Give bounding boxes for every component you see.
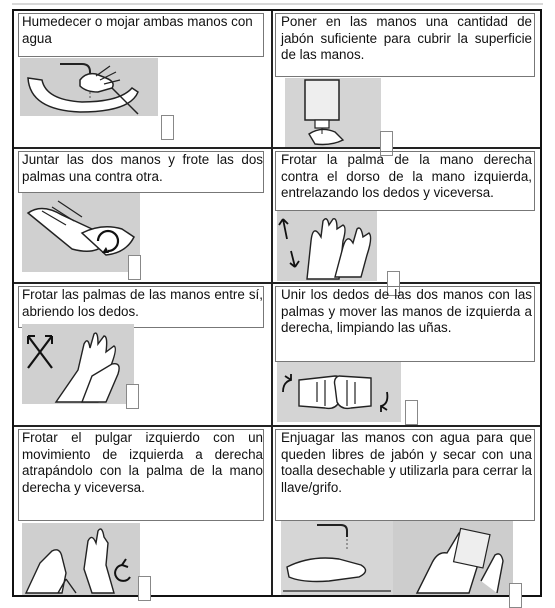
image-anchor-marker — [138, 576, 151, 601]
step-cell-8 — [273, 427, 540, 595]
interlaced-fingers-back-icon — [277, 211, 377, 281]
step-4-text: Frotar la palma de la mano derecha contra el dorso de la mano izquierda, entrelazando los dedos y viceversa. — [281, 152, 532, 201]
interlocked-fingers-icon — [277, 362, 401, 422]
step-cell-4 — [273, 149, 540, 282]
step-7-text: Frotar el pulgar izquierdo con un movimiento de izquierda a derecha atrapándolo con la palma de la mano derecha y viceversa. — [22, 430, 263, 495]
step-1-illustration — [20, 58, 158, 116]
step-6-text: Unir los dedos de las dos manos con las palmas y mover las manos de izquierda a derecha, limpiando las uñas. — [281, 287, 532, 336]
thumb-rotation-icon — [22, 523, 140, 595]
step-cell-7 — [14, 427, 271, 595]
step-1-text: Humedecer o mojar ambas manos con agua — [22, 14, 253, 46]
top-divider-line — [12, 3, 543, 5]
step-8-illustration — [281, 521, 513, 595]
step-cell-3 — [14, 149, 271, 282]
soap-dispenser-icon — [285, 78, 381, 147]
rinse-and-dry-icon — [281, 521, 513, 595]
rubbing-palms-icon — [22, 193, 140, 272]
step-2-text: Poner en las manos una cantidad de jabón suficiente para cubrir la superficie de las manos. — [281, 14, 532, 63]
image-anchor-marker — [509, 583, 522, 608]
handwashing-steps-table — [12, 9, 542, 597]
step-5-text: Frotar las palmas de las manos entre sí, abriendo los dedos. — [22, 287, 263, 319]
step-cell-5 — [14, 284, 271, 425]
image-anchor-marker — [405, 400, 418, 425]
step-cell-2 — [273, 11, 540, 147]
step-2-illustration — [285, 78, 381, 147]
image-anchor-marker — [128, 255, 141, 280]
hand-under-faucet-icon — [20, 58, 158, 116]
step-3-text: Juntar las dos manos y frote las dos palmas una contra otra. — [22, 152, 263, 184]
step-6-illustration — [277, 362, 401, 422]
image-anchor-marker — [161, 115, 174, 140]
step-4-illustration — [277, 211, 377, 281]
image-anchor-marker — [126, 384, 139, 409]
step-cell-1 — [14, 11, 271, 147]
fingers-open-palms-icon — [22, 324, 134, 404]
step-8-text: Enjuagar las manos con agua para que queden libres de jabón y secar con una toalla desechable y utilizarla para cerrar la llave/grifo. — [281, 430, 532, 495]
step-3-illustration — [22, 193, 140, 272]
step-7-illustration — [22, 523, 140, 595]
step-5-illustration — [22, 324, 134, 404]
step-cell-6 — [273, 284, 540, 425]
